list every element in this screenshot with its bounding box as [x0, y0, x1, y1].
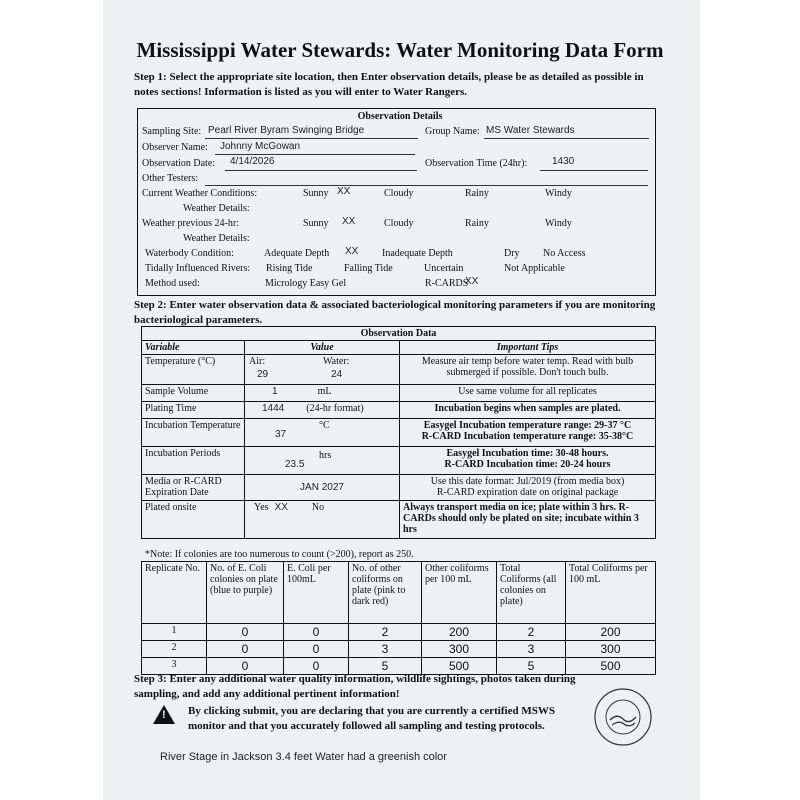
step1-instructions: Step 1: Select the appropriate site location, then Enter observation details, please be as detailed as possible in notes sections! Information is listed as you will enter to Water Rangers.	[134, 71, 644, 98]
var-expiration: Media or R-CARD Expiration Date	[142, 475, 245, 501]
testers-label: Other Testers:	[142, 173, 199, 184]
temperature-value-cell[interactable]	[245, 355, 400, 385]
var-temperature: Temperature (°C)	[142, 355, 245, 385]
var-sample-volume: Sample Volume	[142, 385, 245, 402]
tip-incubation-temp: Easygel Incubation temperature range: 29-37 °C R-CARD Incubation temperature range: 35-38°C	[400, 419, 656, 447]
rep-cell[interactable]: 5	[349, 658, 422, 675]
rep-cell[interactable]: 0	[207, 641, 284, 658]
group-field[interactable]: MS Water Stewards	[486, 125, 575, 136]
tidal-not-applicable[interactable]: Not Applicable	[504, 263, 565, 274]
hrs-unit: hrs	[319, 450, 332, 461]
rep-cell[interactable]: 0	[284, 624, 349, 641]
rep-cell[interactable]: 500	[566, 658, 656, 675]
plating-time-value: 1444	[262, 403, 285, 414]
method-label: Method used:	[145, 278, 200, 289]
deg-unit: °C	[319, 420, 330, 431]
observation-details-header: Observation Details	[357, 111, 443, 122]
tip-sample-volume: Use same volume for all replicates	[400, 385, 656, 402]
waterbody-adequate[interactable]: Adequate Depth	[264, 248, 330, 259]
rep-header-total-per100: Total Coliforms per 100 mL	[566, 562, 656, 624]
tip-plating-time: Incubation begins when samples are plated.	[400, 402, 656, 419]
date-label: Observation Date:	[142, 158, 216, 169]
rep-cell[interactable]: 0	[284, 658, 349, 675]
tip-temperature: Measure air temp before water temp. Read with bulb submerged if possible. Don't touch bulb.	[400, 355, 656, 385]
rep-header-replicate: Replicate No.	[142, 562, 207, 624]
tidal-falling[interactable]: Falling Tide	[344, 263, 393, 274]
observation-data-header: Observation Data	[142, 327, 656, 341]
observer-field[interactable]: Johnny McGowan	[220, 141, 301, 152]
tidal-label: Tidally Influenced Rivers:	[145, 263, 251, 274]
ml-unit: mL	[317, 386, 332, 397]
rep-cell[interactable]: 200	[566, 624, 656, 641]
weather-cloudy[interactable]: Cloudy	[384, 188, 414, 199]
plated-yes[interactable]: Yes	[254, 502, 269, 513]
site-field[interactable]: Pearl River Byram Swinging Bridge	[208, 125, 365, 136]
observation-data-table	[141, 326, 656, 539]
rep-cell[interactable]: 5	[497, 658, 566, 675]
air-value: 29	[257, 369, 269, 380]
method-micrology[interactable]: Micrology Easy Gel	[265, 278, 347, 289]
rep-cell[interactable]: 200	[422, 624, 497, 641]
prev-weather-details-label: Weather Details:	[183, 233, 250, 244]
time-label: Observation Time (24hr):	[425, 158, 528, 169]
method-rcards-mark: XX	[465, 276, 479, 287]
rep-cell: 1	[142, 624, 207, 641]
prev-rainy[interactable]: Rainy	[465, 218, 489, 229]
prev-sunny-mark: XX	[342, 216, 356, 227]
rep-header-total-colonies: Total Coliforms (all colonies on plate)	[497, 562, 566, 624]
var-incubation-period: Incubation Periods	[142, 447, 245, 475]
table-row	[142, 641, 656, 658]
step3-instructions: Step 3: Enter any additional water quality information, wildlife sightings, photos taken during sampling, and add any additional pertinent information!	[134, 673, 576, 700]
air-label: Air:	[249, 356, 266, 367]
notes-text[interactable]: River Stage in Jackson 3.4 feet Water had a greenish color	[160, 751, 447, 763]
rep-cell[interactable]: 300	[422, 641, 497, 658]
var-incubation-temp: Incubation Temperature	[142, 419, 245, 447]
rep-cell[interactable]: 0	[284, 641, 349, 658]
replicates-table	[141, 561, 656, 675]
incubation-temp-value: 37	[275, 429, 287, 440]
water-value: 24	[331, 369, 343, 380]
plated-onsite-cell[interactable]	[245, 501, 400, 539]
col-variable: Variable	[145, 342, 180, 353]
site-label: Sampling Site:	[142, 126, 202, 137]
weather-prev-label: Weather previous 24-hr:	[142, 218, 239, 229]
rep-cell[interactable]: 0	[207, 658, 284, 675]
plated-yes-mark: XX	[274, 502, 288, 513]
weather-windy[interactable]: Windy	[545, 188, 572, 199]
form-title: Mississippi Water Stewards: Water Monitoring Data Form	[136, 38, 664, 62]
group-label: Group Name:	[425, 126, 480, 137]
rep-cell[interactable]: 0	[207, 624, 284, 641]
plated-no[interactable]: No	[311, 502, 325, 513]
prev-sunny[interactable]: Sunny	[303, 218, 329, 229]
rep-header-ecoli-per100: E. Coli per 100mL	[284, 562, 349, 624]
incubation-temp-cell[interactable]	[245, 419, 400, 447]
rep-cell[interactable]: 2	[349, 624, 422, 641]
incubation-period-value: 23.5	[285, 459, 305, 470]
waterbody-inadequate[interactable]: Inadequate Depth	[382, 248, 453, 259]
step2-instructions: Step 2: Enter water observation data & associated bacteriological monitoring parameters if you are monitoring bacteriological parameters.	[134, 299, 656, 326]
rep-cell[interactable]: 2	[497, 624, 566, 641]
rep-cell[interactable]: 3	[497, 641, 566, 658]
tip-incubation-period: Easygel Incubation time: 30-48 hours. R-CARD Incubation time: 20-24 hours	[400, 447, 656, 475]
sample-volume-value: 1	[272, 386, 278, 397]
rep-cell: 3	[142, 658, 207, 675]
rep-header-other-per100: Other coliforms per 100 mL	[422, 562, 497, 624]
col-tips: Important Tips	[496, 342, 559, 353]
tip-expiration: Use this date format: Jul/2019 (from media box) R-CARD expiration date on original package	[400, 475, 656, 501]
date-field[interactable]: 4/14/2026	[230, 156, 275, 167]
weather-current-label: Current Weather Conditions:	[142, 188, 258, 199]
waterbody-no-access[interactable]: No Access	[543, 248, 586, 259]
msws-seal-icon	[593, 687, 653, 747]
water-label: Water:	[323, 356, 350, 367]
declaration-text: By clicking submit, you are declaring that you are currently a certified MSWS monitor and that you accurately followed all sampling and testing protocols.	[188, 705, 555, 732]
rep-cell[interactable]: 300	[566, 641, 656, 658]
col-value: Value	[310, 342, 334, 353]
var-plating-time: Plating Time	[142, 402, 245, 419]
waterbody-label: Waterbody Condition:	[145, 248, 234, 259]
waterbody-adequate-mark: XX	[345, 246, 359, 257]
tip-plated-onsite: Always transport media on ice; plate within 3 hrs. R-CARDs should only be plated on site; incubate within 3 hrs	[400, 501, 656, 539]
plating-time-cell[interactable]	[245, 402, 400, 419]
tidal-rising[interactable]: Rising Tide	[266, 263, 313, 274]
prev-windy[interactable]: Windy	[545, 218, 572, 229]
weather-details-label: Weather Details:	[183, 203, 250, 214]
incubation-period-cell[interactable]	[245, 447, 400, 475]
rep-cell: 2	[142, 641, 207, 658]
time-field[interactable]: 1430	[552, 156, 575, 167]
var-plated-onsite: Plated onsite	[142, 501, 245, 539]
warning-icon: !	[153, 705, 175, 724]
waterbody-dry[interactable]: Dry	[504, 248, 520, 259]
method-rcards[interactable]: R-CARDS	[425, 278, 469, 289]
weather-sunny[interactable]: Sunny	[303, 188, 329, 199]
weather-sunny-mark: XX	[337, 186, 351, 197]
rep-header-ecoli-colonies: No. of E. Coli colonies on plate (blue to purple)	[207, 562, 284, 624]
table-row	[142, 624, 656, 641]
tidal-uncertain[interactable]: Uncertain	[424, 263, 464, 274]
colony-note: *Note: If colonies are too numerous to count (>200), report as 250.	[145, 549, 414, 560]
rep-cell[interactable]: 3	[349, 641, 422, 658]
weather-rainy[interactable]: Rainy	[465, 188, 489, 199]
prev-cloudy[interactable]: Cloudy	[384, 218, 414, 229]
expiration-value[interactable]: JAN 2027	[245, 475, 400, 501]
format-24hr: (24-hr format)	[306, 403, 364, 414]
observer-label: Observer Name:	[142, 142, 208, 153]
sample-volume-cell[interactable]	[245, 385, 400, 402]
rep-cell[interactable]: 500	[422, 658, 497, 675]
rep-header-other-colonies: No. of other coliforms on plate (pink to dark red)	[349, 562, 422, 624]
